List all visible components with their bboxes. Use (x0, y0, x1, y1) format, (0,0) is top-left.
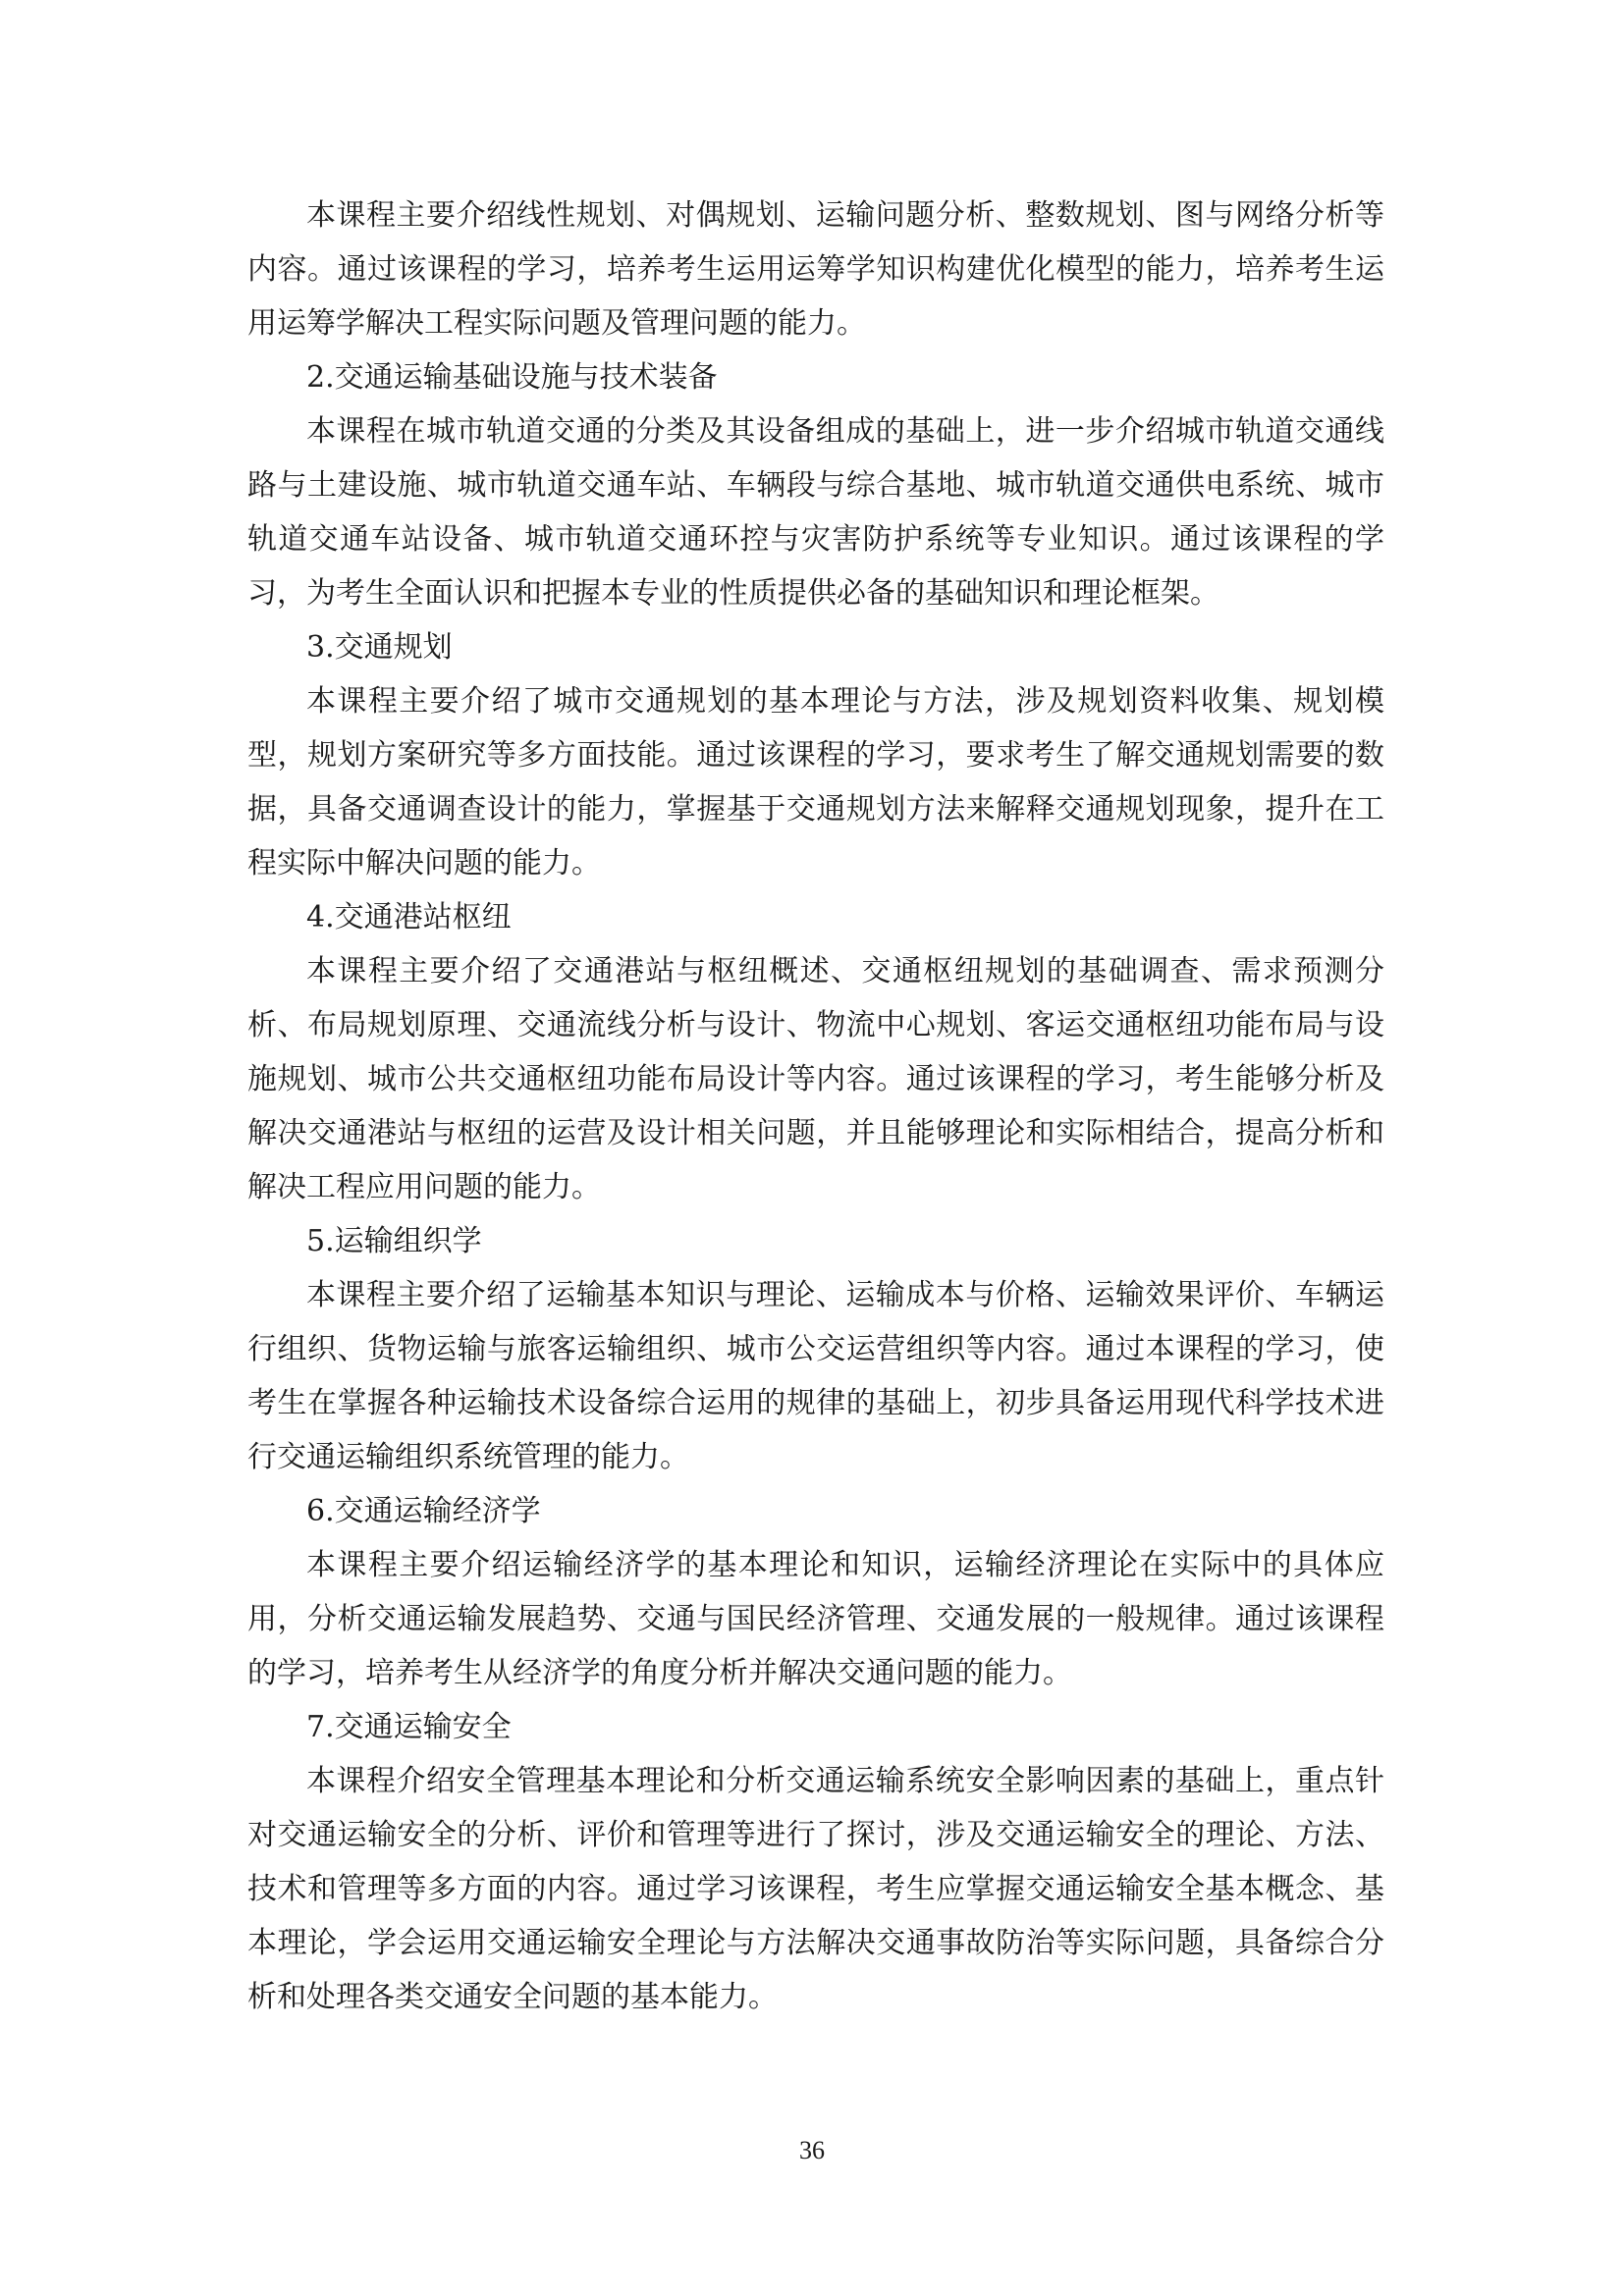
section-heading: 2.交通运输基础设施与技术装备 (306, 360, 718, 395)
section-paragraph: 本课程主要介绍了交通港站与枢纽概述、交通枢纽规划的基础调查、需求预测分析、布局规划原理、交通流线分析与设计、物流中心规划、客运交通枢纽功能布局与设施规划、城市公共交通枢纽功能布局设计等内容。通过该课程的学习，考生能够分析及解决交通港站与枢纽的运营及设计相关问题，并且能够理论和实际相结合，提高分析和解决工程应用问题的能力。 (247, 954, 1384, 1204)
section-heading: 4.交通港站枢纽 (306, 900, 512, 934)
document-body (247, 188, 1384, 2024)
section-paragraph: 本课程主要介绍了城市交通规划的基本理论与方法，涉及规划资料收集、规划模型，规划方案研究等多方面技能。通过该课程的学习，要求考生了解交通规划需要的数据，具备交通调查设计的能力，掌握基于交通规划方法来解释交通规划现象，提升在工程实际中解决问题的能力。 (247, 684, 1384, 881)
section-paragraph: 本课程主要介绍运输经济学的基本理论和知识，运输经济理论在实际中的具体应用，分析交通运输发展趋势、交通与国民经济管理、交通发展的一般规律。通过该课程的学习，培养考生从经济学的角度分析并解决交通问题的能力。 (247, 1548, 1384, 1690)
intro-paragraph: 本课程主要介绍线性规划、对偶规划、运输问题分析、整数规划、图与网络分析等内容。通过该课程的学习，培养考生运用运筹学知识构建优化模型的能力，培养考生运用运筹学解决工程实际问题及管理问题的能力。 (247, 198, 1384, 341)
section-4 (247, 890, 1384, 1214)
section-5 (247, 1214, 1384, 1484)
section-heading: 3.交通规划 (306, 630, 453, 665)
section-3 (247, 620, 1384, 890)
page-number: 36 (799, 2136, 825, 2164)
section-2 (247, 350, 1384, 620)
section-paragraph: 本课程主要介绍了运输基本知识与理论、运输成本与价格、运输效果评价、车辆运行组织、货物运输与旅客运输组织、城市公交运营组织等内容。通过本课程的学习，使考生在掌握各种运输技术设备综合运用的规律的基础上，初步具备运用现代科学技术进行交通运输组织系统管理的能力。 (247, 1278, 1384, 1474)
section-6 (247, 1484, 1384, 1700)
section-paragraph: 本课程在城市轨道交通的分类及其设备组成的基础上，进一步介绍城市轨道交通线路与土建设施、城市轨道交通车站、车辆段与综合基地、城市轨道交通供电系统、城市轨道交通车站设备、城市轨道交通环控与灾害防护系统等专业知识。通过该课程的学习，为考生全面认识和把握本专业的性质提供必备的基础知识和理论框架。 (247, 414, 1384, 611)
section-7 (247, 1700, 1384, 2024)
section-heading: 5.运输组织学 (306, 1224, 482, 1258)
section-heading: 7.交通运输安全 (306, 1710, 512, 1744)
section-paragraph: 本课程介绍安全管理基本理论和分析交通运输系统安全影响因素的基础上，重点针对交通运输安全的分析、评价和管理等进行了探讨，涉及交通运输安全的理论、方法、技术和管理等多方面的内容。通过学习该课程，考生应掌握交通运输安全基本概念、基本理论，学会运用交通运输安全理论与方法解决交通事故防治等实际问题，具备综合分析和处理各类交通安全问题的基本能力。 (247, 1764, 1384, 2014)
section-heading: 6.交通运输经济学 (306, 1494, 541, 1528)
